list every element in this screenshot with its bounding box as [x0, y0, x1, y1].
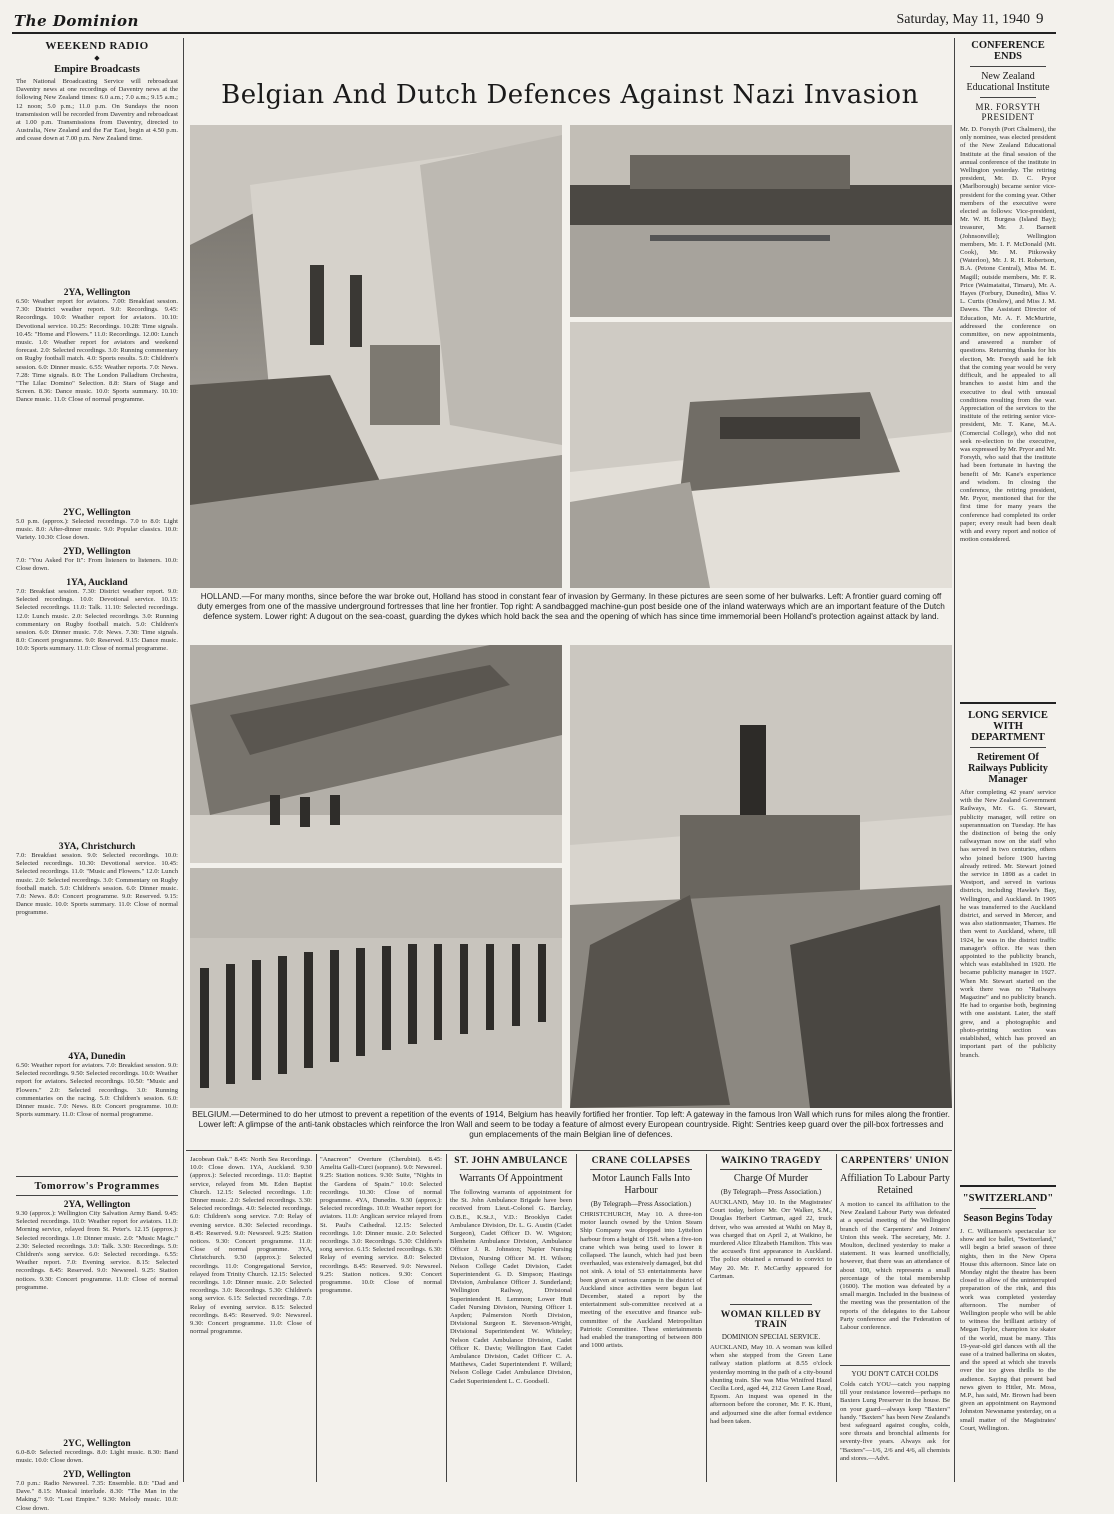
- switzerland-headline: "SWITZERLAND": [962, 1193, 1054, 1204]
- headline-rule: [460, 1169, 562, 1170]
- article-subheadline: Motor Launch Falls Into Harbour: [591, 1173, 691, 1196]
- holland-dugout-photo: [570, 322, 952, 588]
- station-heading: 1YA, Auckland: [66, 578, 128, 588]
- weekend-radio-column: [16, 40, 178, 1512]
- station-schedule: 5.0 p.m. (approx.): Selected recordings. 7.0 to 8.0: Light music. 8.0: After-dinner music. 9.0: Popular classics. 10.0: Variety. 10.30: Close down.: [16, 518, 178, 542]
- holland-fortress-photo: [190, 125, 562, 588]
- conference-text: Mr. D. Forsyth (Port Chalmers), the only nominee, was elected president of the New Zealand Educational Institute at the final session of the annual conference of the institute in Wellington yesterday. The retiring president, Mr. D. C. Pryor (Marlborough) became senior vice-president for the coming year. Other members of the executive were elected as follows: Vice-president, Mr. W. H. Burgess (Island Bay); treasurer, Mr. J. Barnett (Johnsonville); Wellington members, Mr. I. F. McDonald (Mt. Cook), Mr. M. Pitkowsky (Waterloo), Mr. J. R. H. Robertson, B.A. (Petone Central), Miss M. E. Magill; outside members, Mr. F. R. Price (Waimataitai, Timaru), Mr. A. Hayes (Forbury, Dunedin), Miss V. L. Curtis (Onslow), and Miss J. M. Dawes. The Assistant Director of Education, Mr. A. F. McMurtrie, addressed the conference on committee, on new appointments, and answered a number of questions. Returning thanks for his election, Mr. Forsyth said he felt that the coming year would be very difficult, and he appealed to all branches to assist him and the executive to deal with unusual conditions resulting from the war. Appreciation of the services to the institute of the retiring senior vice-president, Mr. T. Kane, M.A. (Comercial College), who did not seek re-election to the executive, was expressed by Mr. Pryor and Mr. Forsyth, who said that the institute had been fortunate in having the benefit of Mr. Kane's experience and wisdom. In closing the conference, the retiring president, Mr. Pryor, mentioned that for the first time for many years the conference had completed its order paper; every result had been dealt with and every report and notice of motion considered.: [960, 126, 1056, 544]
- article-subheadline: Charge Of Murder: [733, 1173, 809, 1184]
- radio-continuation-text: "Anacreon" Overture (Cherubini). 8.45: Amelita Galli-Curci (soprano). 9.0: Newsreel. 9.25: Station notices. 9.30: Suite, "Nights in the Gardens of Spain." 10.0: Selected recordings. 10.30: Close of normal programme. 4YA, Dunedin. 9.30 (approx.): Selected recordings. 10.0: Weather report for aviators. 11.0: Anglican service relayed from St. Paul's Cathedral. 12.15: Selected recordings. 1.0: Dinner music. 2.0: Selected recordings. 3.0: Recordings. 5.30: Children's song service. 6.15: Selected recordings. 6.30: Relay of evening service. 8.0: Selected recordings. 8.45: Reserved. 9.0: Newsreel. 9.25: Station notices. 9.30: Concert programme. 10.0: Close of normal programme.: [320, 1156, 442, 1295]
- long-service-headline: LONG SERVICE WITH DEPARTMENT: [968, 710, 1048, 743]
- headline-rule: [980, 1208, 1036, 1209]
- issue-date: Saturday, May 11, 1940: [896, 12, 1030, 27]
- station-heading: 2YC, Wellington: [63, 1439, 131, 1449]
- station-schedule: 7.0 p.m.: Radio Newsreel. 7.35: Ensemble. 8.0: "Dad and Dave." 8.15: Musical interlude. 8.30: "The Man in the Making." 9.0: "Lost Empire." 9.30: Melody music. 10.0: Close down.: [16, 1480, 178, 1512]
- station-schedule: 7.0: Breakfast session. 9.0: Selected recordings. 10.0: Selected recordings. 10.30: Devotional service. 10.45: Selected recordings. 11.0: "Music and Flowers." 12.0: Lunch music. 2.0: Selected recordings. 3.0: Commentary on Rugby football match. 5.0: Children's session. 6.0: Dinner music. 7.0: News. 8.0: Concert programme. 9.0: Reserved. 9.15: Dance music. 10.0: Sports summary. 11.0: Close of normal programme.: [16, 852, 178, 917]
- article-headline: CARPENTERS' UNION: [841, 1156, 949, 1166]
- column-rule-left: [183, 38, 184, 1482]
- section-rule: [16, 1176, 178, 1177]
- headline-rule: [970, 66, 1046, 67]
- empire-broadcasts-heading: Empire Broadcasts: [54, 64, 140, 75]
- column-rule: [836, 1154, 837, 1482]
- masthead-rule: [12, 32, 1056, 34]
- empire-broadcasts-text: The National Broadcasting Service will rebroadcast Daventry news at one recordings of Daventry news at the following New Zealand times: 6.0 a.m.; 7.0 a.m.; 9.15 a.m.; 12 noon; 5.0 p.m.; 11.0 p.m. On Sundays the noon transmission will be recorded from Daventry and rebroadcast at 1.00 p.m. Transmissions from Daventry, directed to Australia, New Zealand and the Far East, begin at 4.50 p.m. and cease down at 7.00 p.m. New Zealand time.: [16, 78, 178, 143]
- station-heading: 2YA, Wellington: [63, 288, 131, 298]
- holland-caption: HOLLAND.—For many months, since before the war broke out, Holland has stood in constant fear of invasion by Germany. In these pictures are seen some of her bulwarks. Left: A frontier guard coming off duty emerges from one of the massive underground fortresses that line her frontier. Top right: A sandbagged machine-gun post beside one of the inland waterways which are an important feature of the Dutch defence system. Lower right: A dugout on the sea-coast, guarding the dykes which hold back the sea and the opening of which has since time immemorial been Holland's protection against attack by land.: [197, 592, 945, 621]
- headline-rule: [850, 1169, 940, 1170]
- waikino-tragedy-article: [710, 1156, 832, 1481]
- long-service-text: After completing 42 years' service with the New Zealand Government Railways, Mr. G. G. Stewart, publicity manager, will retire on superannuation on Tuesday. He has the distinction of being the only railwayman now on the staff who has served in two centuries, others who joined before 1900 having already retired. Mr. Stewart joined the service in 1898 as a cadet in Westport, and served in various districts, including Hawke's Bay, Wellington, and Auckland. In 1905 he was transferred to the Auckland district, and served in Mercer, and was also stationmaster, Thames. He then went to Auckland, where, till 1924, he was in the district traffic manager's office. He was then appointed to the publicity branch, which was established in 1920. He became publicity manager in 1927. When Mr. Stewart started on the work there was no "Railways Magazine" and no publicity branch. He had to organise both, beginning with one assistant. Later, the staff grew, and a photographic and photo-printing section was established, which has proved an important part of the publicity branch.: [960, 789, 1056, 1059]
- station-schedule: 7.0: Breakfast session. 7.30: District weather report. 9.0: Selected recordings. 10.0: Devotional service. 10.15: Selected recordings. 11.0: Talk. 11.10: Selected recordings. 12.0: Lunch music. 2.0: Selected recordings. 3.0: Running commentary on Rugby football match. 5.0: Children's session. 6.0: Dinner music. 7.0: News. 7.30: Time signals. 8.0: Concert programme. 9.0: Reserved. 9.15: Dance music. 10.0: Sports summary. 11.0: Close of normal programme.: [16, 588, 178, 653]
- article-dateline: (By Telegraph—Press Association.): [590, 1200, 692, 1208]
- column-rule-right: [954, 38, 955, 1482]
- article-body: The following warrants of appointment for the St. John Ambulance Brigade have been received from Lieut.-Colonel G. Barclay, O.B.E., K.St.J., V.D.: Brooklyn Cadet Ambulance Division, Dr. L. G. Austin (Cadet Surgeon), Cadet Officer D. W. Wigston; Blenheim Ambulance Division, Ambulance Officer J. R. Johnston; Napier Nursing Division, Nursing Officer M. H. Wilson; Nelson College Cadet Division, Cadet Superintendent G. D. Simpson; Hastings Division, Ambulance Officer J. Sunderland; Wellington Railway, Divisional Superintendent H. Lemmon; Lower Hutt Cadet Nursing Division, Nursing Officer I. Aspden; Palmerston North Division, Divisional Surgeon E. Stevenson-Wright, Divisional Superintendent W. Whiteley; Nelson Cadet Ambulance Division, Cadet Officer K. Davis; Wellington East Cadet Ambulance Division, Cadet Officer C. A. Matthews, Cadet Superintendent F. Willard; Nelson College Cadet Ambulance Division, Cadet Superintendent L. C. Goodsell.: [450, 1189, 572, 1385]
- conference-subheadline: New Zealand Educational Institute: [966, 71, 1050, 93]
- tomorrow-programmes-heading: Tomorrow's Programmes: [34, 1181, 160, 1192]
- advert-headline: YOU DON'T CATCH COLDS: [851, 1370, 939, 1378]
- station-schedule: 7.0: "You Asked For It": From listeners to listeners. 10.0: Close down.: [16, 557, 178, 573]
- station-heading: 3YA, Christchurch: [58, 842, 136, 852]
- article-subheadline: Warrants Of Appointment: [459, 1173, 563, 1184]
- station-schedule: 6.50: Weather report for aviators. 7.0: Breakfast session. 9.0: Selected recordings. 9.50: Selected recordings. 10.0: Weather report for aviators. Selected recordings. 10.50: "Music and Flowers." 2.0: Selected recordings. 3.0: Running commentaries on the racing. 5.0: Children's session. 6.0: Dinner music. 7.0: News. 8.0: Concert programme. 10.0: Sports summary. 11.0: Close of normal programme.: [16, 1062, 178, 1119]
- station-heading: 2YA, Wellington: [63, 1200, 131, 1210]
- station-heading: 4YA, Dunedin: [68, 1052, 126, 1062]
- radio-continuation-text: Jacobean Oak." 8.45: North Sea Recordings. 10.0: Close down. 1YA, Auckland. 9.30 (approx.): Selected recordings. 11.0: Baptist service, relayed from Mt. Eden Baptist Church. 12.15: Selected recordings. 1.0: Dinner music. 2.0: Selected recordings. 3.30: Selected recordings. 4.0: Selected recordings. 6.0: Children's song service. 7.0: Relay of evening service. 8.30: Selected recordings. 8.45: Reserved. 9.0: Newsreel. 9.25: Station notices. 9.30: Concert programme. 11.0: Close of normal programme. 3YA, Christchurch. 9.30 (approx.): Selected recordings. 11.0: Congregational Service, relayed from Trinity Church. 12.15: Selected recordings. 1.0: Dinner music. 2.0: Selected recordings. 3.0: Recordings. 5.30: Children's song service. 6.15: Selected recordings. 7.0: Relay of evening service. 8.15: Selected recordings. 8.45: Reserved. 9.0: Newsreel. 9.30: Concert programme. 11.0: Close of normal programme.: [190, 1156, 312, 1336]
- section-rule: [960, 1185, 1056, 1187]
- article-headline: WOMAN KILLED BY TRAIN: [720, 1310, 822, 1330]
- headline-rule: [590, 1169, 692, 1170]
- belgium-anti-tank-obstacles-photo: [190, 868, 562, 1108]
- page-number: 9: [1036, 11, 1044, 27]
- article-dateline: DOMINION SPECIAL SERVICE.: [721, 1333, 821, 1341]
- article-body: AUCKLAND, May 10. In the Magistrates' Court today, before Mr. Orr Walker, S.M., Douglas Herbert Cartman, aged 22, truck driver, who was arrested at Waihi on May 8, was charged that on April 2, at Waikino, he murdered Alice Elizabeth Hamilton. This was the accused's first appearance in Auckland. The police obtained a remand to convict to May 20. Mr. F. McCarthy appeared for Cartman.: [710, 1199, 832, 1280]
- column-rule: [706, 1154, 707, 1482]
- headline-rule: [980, 97, 1036, 98]
- radio-continuation-column: [320, 1156, 442, 1481]
- st-john-ambulance-article: [450, 1156, 572, 1481]
- ornament-divider: ◆: [94, 54, 100, 62]
- feature-banner: Belgian And Dutch Defences Against Nazi Invasion: [221, 80, 919, 110]
- column-rule: [446, 1154, 447, 1482]
- paper-name: The Dominion: [14, 12, 139, 30]
- article-divider: [730, 1304, 812, 1305]
- belgium-sentries-pillbox-photo: [570, 645, 952, 1108]
- switzerland-text: J. C. Williamson's spectacular ice show and ice ballet, "Switzerland," will begin a brief season of three nights, then in the New Opera House this afternoon. Since late on Monday night the theatre has been closed to allow of the uninterrupted preparation of the rink, and this work was completed yesterday afternoon. The number of Wellington people who will be able to witness the brilliant artistry of Megan Taylor, champion ice skater of the world, must be many. This 19-year-old girl dances with all the ease of a trained ballerina on skates, and the speed at which she travels over the ice gives thrills to the audience. Saying that present bad news given to Hitler, Mr. Moss, M.P., has said, Mr. Brown had been given an appointment on Raymond Johnston Newsname yesterday, on a small matter of the Magistrates' Court, Wellington.: [960, 1228, 1056, 1432]
- belgium-iron-wall-gateway-photo: [190, 645, 562, 863]
- headline-rule: [720, 1169, 822, 1170]
- station-schedule: 6.0-8.0: Selected recordings. 8.0: Light music. 8.30: Band music. 10.0: Close down.: [16, 1449, 178, 1465]
- article-body: AUCKLAND, May 10. A woman was killed when she stepped from the Green Lane railway station platform at 8.55 o'clock yesterday morning in the path of a city-bound shunting train. She was Miss Winifred Hazel Cecilia Lord, aged 44, 212 Green Lane Road, Epsom. An inquest was opened in the afternoon before the coroner, Mr. F. K. Hunt, and adjourned sine die after formal evidence had been taken.: [710, 1344, 832, 1425]
- station-heading: 2YD, Wellington: [63, 1470, 131, 1480]
- belgium-caption: BELGIUM.—Determined to do her utmost to prevent a repetition of the events of 1914, Belgium has heavily fortified her frontier. Top left: A gateway in the famous Iron Wall which runs for miles along the frontier. Lower left: A glimpse of the anti-tank obstacles which reinforce the Iron Wall and seem to be today a feature of almost every European countryside. Right: Sentries keep guard over the pill-box fortresses and gun emplacements of the main Belgian line of defences.: [192, 1110, 950, 1139]
- advert-rule: [840, 1365, 950, 1366]
- radio-continuation-column: [190, 1156, 312, 1481]
- headline-rule: [970, 747, 1046, 748]
- station-schedule: 6.50: Weather report for aviators. 7.00: Breakfast session. 7.30: District weather report. 9.0: Recordings. 9.45: Recordings. 10.0: Weather report for aviators. 10.10: Devotional service. 10.25: Recordings. 10.28: Time signals. 10.45: "Home and Flowers." 11.0: Recordings. 12.00: Lunch music. 1.0: Weather report for aviators and weekend forecast. 2.0: Selected recordings. 3.0: Running commentary on Rugby football match. 4.0: Sports results. 5.0: Children's session. 6.0: Dinner music. 6.55: Weather reports. 7.0: News. 7.28: Time signals. 8.0: The London Palladium Orchestra, "The Lilac Domino" Selection. 8.8: Stars of Stage and Screen. 8.36: Dance music. 10.0: Sports summary. 10.10: Dance music. 11.0: Close of normal programme.: [16, 298, 178, 404]
- article-subheadline: Affiliation To Labour Party Retained: [840, 1173, 950, 1196]
- station-heading: 2YC, Wellington: [63, 508, 131, 518]
- article-headline: ST. JOHN AMBULANCE: [454, 1156, 568, 1166]
- carpenters-union-article: [840, 1156, 950, 1481]
- holland-machine-gun-post-photo: [570, 125, 952, 317]
- column-rule: [576, 1154, 577, 1482]
- section-rule: [960, 702, 1056, 704]
- article-headline: CRANE COLLAPSES: [591, 1156, 691, 1166]
- article-body: A motion to cancel its affiliation to the New Zealand Labour Party was defeated at a special meeting of the Wellington branch of the Carpenters' and Joiners' Union this week. The secretary, Mr. J. Moulton, declined yesterday to make a statement. It was learned unofficially, however, that there was an attendance of about 100, which represents a small percentage of the total membership (1600). The motion was defeated by a small margin. Included in the business of the meeting was the presentation of the reports of the delegates to the Labour Party conference and the Federation of Labour conference.: [840, 1201, 950, 1332]
- advert-body: Colds catch YOU—catch you napping till your resistance lowered—perhaps no Baxters Lung Preserver in the house. Be on your guard—always keep "Baxters" handy. "Baxters" has been New Zealand's best safeguard against coughs, colds, sore throats and bronchial ailments for seventy-five years. Always ask for "Baxters"—1/6, 2/6 and 4/6, all chemists and stores.—Advt.: [840, 1381, 950, 1462]
- long-service-subheadline: Retirement Of Railways Publicity Manager: [968, 752, 1048, 785]
- switzerland-subheadline: Season Begins Today: [963, 1213, 1053, 1224]
- station-heading: 2YD, Wellington: [63, 547, 131, 557]
- article-headline: WAIKINO TRAGEDY: [720, 1156, 822, 1166]
- right-news-column: [960, 40, 1056, 1480]
- article-dateline: (By Telegraph—Press Association.): [720, 1188, 822, 1196]
- article-body: CHRISTCHURCH, May 10. A three-ton motor launch owned by the Union Steam Ship Company was dropped into Lyttelton harbour from a height of 15ft. when a five-ton crane which was being used to lower it collapsed. The launch, which had just been overhauled, was extensively damaged, but did not sink. A total of 53 entertainments have been given at various camps in the district of Auckland since activities were begun last December, stated a report by the entertainment sub-committee received at a meeting of the executive and finance sub-committee of the Auckland Metropolitan Patriotic Committee. These entertainments had enabled the transporting of between 800 and 1000 artists.: [580, 1211, 702, 1350]
- section-rule: [16, 1195, 178, 1196]
- conference-caps-line: MR. FORSYTH PRESIDENT: [975, 102, 1041, 122]
- weekend-radio-title: WEEKEND RADIO: [45, 40, 149, 52]
- crane-collapses-article: [580, 1156, 702, 1481]
- column-rule: [316, 1154, 317, 1482]
- bottom-row-rule: [186, 1150, 952, 1151]
- conference-headline: CONFERENCE ENDS: [971, 40, 1045, 62]
- station-schedule: 9.30 (approx.): Wellington City Salvation Army Band. 9.45: Selected recordings. 10.0: Weather report for aviators. 11.0: Morning service, relayed from St. Peter's. 12.15 (approx.): Selected recordings. 1.0: Dinner music. 2.0: "Music Magic." 2.30: Selected recordings. 3.0: Talk. 3.30: Recordings. 5.0: Children's song service. 6.0: Selected recordings. 6.55: Weather report. 7.0: Evening service. 8.15: Selected recordings. 8.45: Reserved. 9.0: Newsreel. 9.25: Station notices. 9.30: Concert programme. 11.0: Close of normal programme.: [16, 1210, 178, 1291]
